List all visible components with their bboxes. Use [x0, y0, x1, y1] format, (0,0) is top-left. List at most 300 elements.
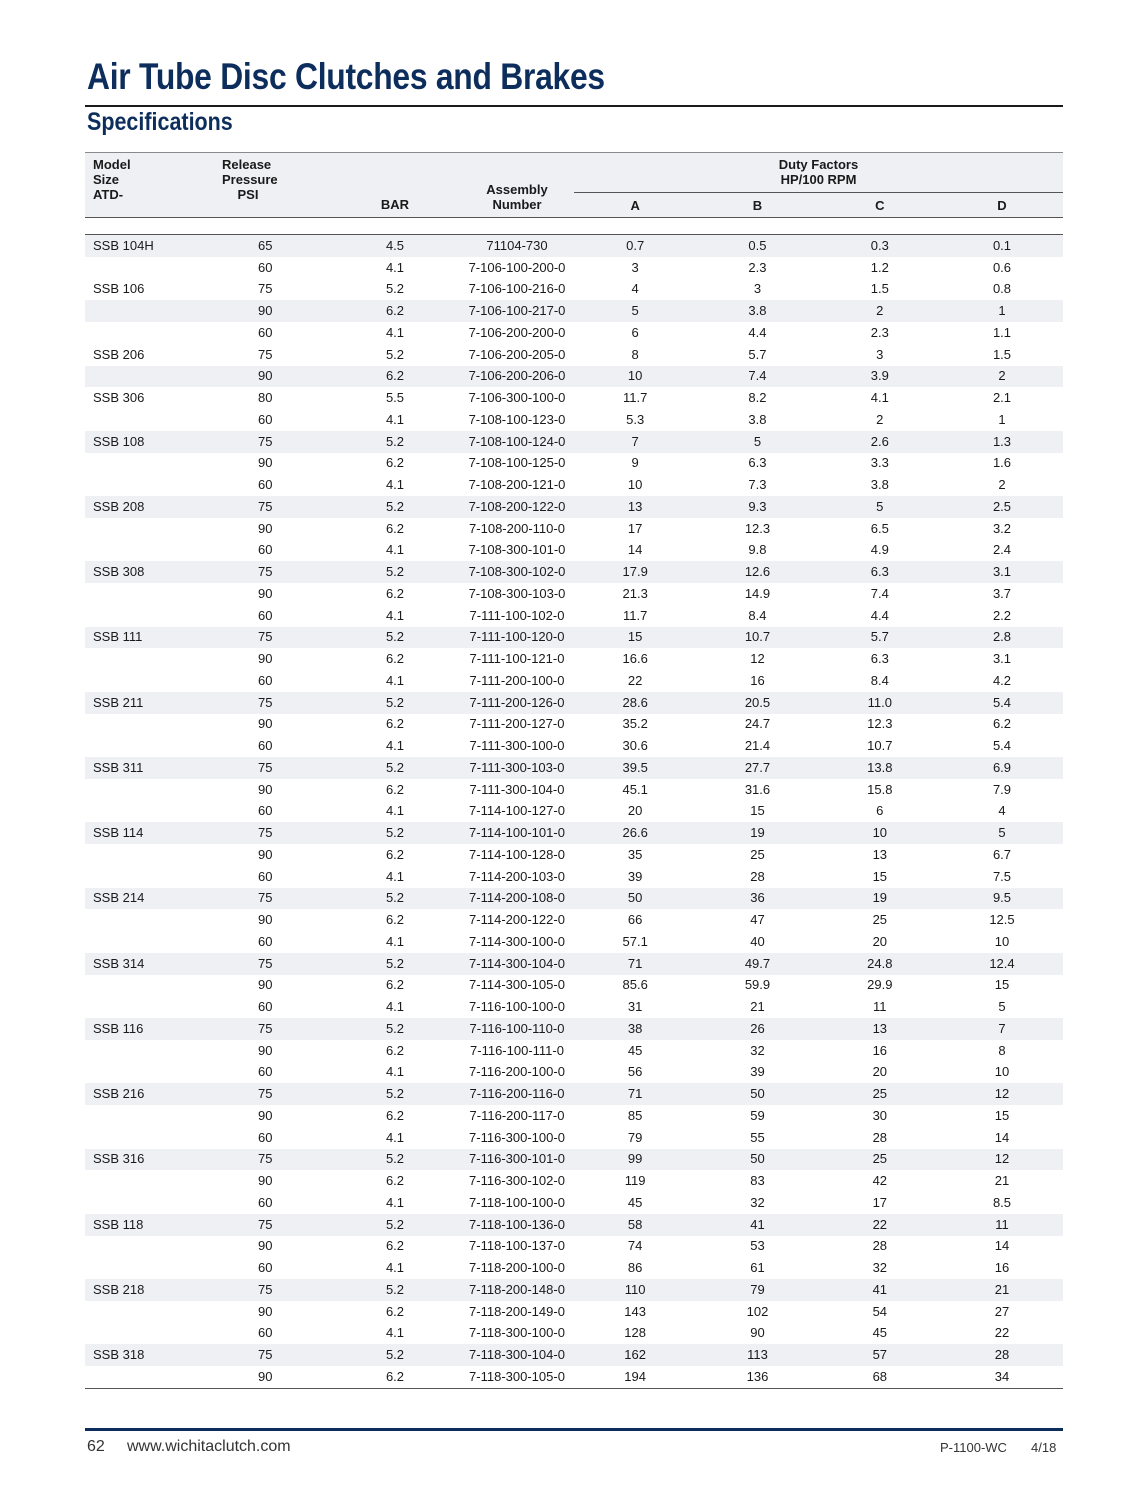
- assembly-number-cell: 7-116-100-100-0: [469, 999, 565, 1015]
- bar-cell: 6.2: [385, 520, 405, 536]
- model-cell: SSB 104H: [85, 235, 215, 257]
- assembly-number-cell: 7-118-300-104-0: [460, 1344, 574, 1366]
- assembly-number-cell: 7-116-300-101-0: [460, 1149, 574, 1171]
- duty-a-cell: 128: [624, 1325, 646, 1341]
- duty-b-cell: 53: [750, 1238, 765, 1254]
- duty-c-cell: 17: [872, 1194, 888, 1210]
- duty-c-cell: 42: [872, 1173, 888, 1189]
- model-cell: [85, 996, 215, 1018]
- model-cell: [85, 1192, 215, 1214]
- bar-cell: 4.1: [385, 933, 405, 949]
- model-cell: SSB 114: [85, 822, 215, 844]
- model-cell: SSB 106: [93, 281, 145, 297]
- table-row: [85, 996, 1063, 1018]
- duty-c-cell: 13: [872, 846, 888, 862]
- psi-cell: 90: [215, 366, 330, 388]
- bar-cell: 4.5: [330, 235, 460, 257]
- duty-a-cell: 10: [574, 366, 696, 388]
- assembly-number-cell: 7-114-200-108-0: [460, 888, 574, 910]
- assembly-number-cell: 7-116-100-110-0: [460, 1018, 574, 1040]
- table-row: [85, 909, 1063, 931]
- bar-cell: 6.2: [385, 1107, 405, 1123]
- table-row: [85, 1149, 1063, 1171]
- duty-d-cell: 1: [998, 411, 1006, 427]
- psi-cell: 90: [258, 520, 273, 536]
- model-cell: [85, 322, 215, 344]
- table-row: [85, 1062, 1063, 1084]
- psi-cell: 90: [258, 1173, 273, 1189]
- duty-b-cell: 90: [750, 1325, 765, 1341]
- assembly-number-cell: 7-114-100-101-0: [460, 822, 574, 844]
- model-cell: [85, 1105, 215, 1127]
- psi-cell: 75: [215, 561, 330, 583]
- duty-c-cell: 3.3: [870, 455, 889, 471]
- duty-c-cell: 1.2: [870, 259, 889, 275]
- table-row: [85, 692, 1063, 714]
- assembly-number-cell: 7-118-300-100-0: [469, 1325, 565, 1341]
- duty-a-cell: 11.7: [622, 607, 648, 623]
- table-row: [85, 866, 1063, 888]
- bar-cell: 5.2: [330, 888, 460, 910]
- duty-a-cell: 3: [631, 259, 639, 275]
- duty-d-cell: 9.5: [941, 888, 1063, 910]
- duty-d-cell: 1.6: [992, 455, 1012, 471]
- psi-cell: 60: [258, 477, 273, 493]
- duty-a-cell: 119: [624, 1173, 646, 1189]
- bar-cell: 5.2: [330, 953, 460, 975]
- table-row: [85, 1236, 1063, 1258]
- model-cell: [85, 540, 215, 562]
- duty-d-cell: 2.8: [941, 627, 1063, 649]
- psi-cell: 60: [258, 542, 273, 558]
- catalog-code: P-1100-WC: [940, 1440, 1007, 1455]
- table-row: [85, 1279, 1063, 1301]
- model-cell: [85, 605, 215, 627]
- psi-cell: 75: [215, 822, 330, 844]
- psi-cell: 90: [258, 1238, 273, 1254]
- duty-c-cell: 32: [872, 1260, 888, 1276]
- table-row: [85, 779, 1063, 801]
- psi-cell: 75: [215, 953, 330, 975]
- model-cell: [85, 648, 215, 670]
- duty-c-cell: 4.9: [870, 542, 889, 558]
- table-row: [85, 344, 1063, 366]
- table-row: [85, 1323, 1063, 1345]
- duty-b-cell: 9.8: [748, 542, 767, 558]
- model-cell: [85, 1257, 215, 1279]
- duty-a-cell: 21.3: [622, 585, 648, 601]
- table-row: [85, 583, 1063, 605]
- assembly-number-cell: 7-106-100-200-0: [468, 259, 566, 275]
- model-cell: [85, 1366, 215, 1388]
- assembly-number-cell: 7-118-100-100-0: [469, 1194, 565, 1210]
- duty-a-cell: 71: [574, 953, 696, 975]
- duty-a-cell: 45.1: [622, 781, 648, 797]
- psi-cell: 90: [258, 455, 273, 471]
- assembly-number-cell: 7-118-100-136-0: [460, 1214, 574, 1236]
- table-row: [85, 931, 1063, 953]
- psi-cell: 60: [258, 259, 273, 275]
- duty-b-cell: 32: [750, 1042, 765, 1058]
- bar-cell: 4.1: [385, 803, 405, 819]
- table-row: [85, 496, 1063, 518]
- duty-a-cell: 17: [627, 520, 643, 536]
- duty-c-cell: 15: [872, 868, 888, 884]
- duty-b-cell: 12: [750, 651, 765, 667]
- bar-cell: 4.1: [385, 672, 405, 688]
- duty-c-cell: 10.7: [867, 738, 893, 754]
- model-cell: [85, 735, 215, 757]
- duty-a-cell: 143: [624, 1303, 646, 1319]
- assembly-number-cell: 7-108-200-121-0: [468, 477, 566, 493]
- duty-a-cell: 16.6: [622, 651, 648, 667]
- bar-cell: 5.2: [330, 757, 460, 779]
- bar-cell: 4.1: [385, 259, 405, 275]
- psi-cell: 75: [258, 281, 273, 297]
- bar-cell: 5.2: [385, 346, 405, 362]
- duty-c-cell: 30: [872, 1107, 888, 1123]
- table-row: [85, 1344, 1063, 1366]
- duty-c-cell: 25: [819, 1083, 941, 1105]
- table-row: [85, 1083, 1063, 1105]
- duty-a-cell: 71: [574, 1083, 696, 1105]
- model-cell: [85, 300, 215, 322]
- model-cell: SSB 308: [85, 561, 215, 583]
- duty-c-cell: 2.3: [870, 324, 889, 340]
- duty-b-cell: 61: [750, 1260, 765, 1276]
- duty-b-cell: 6.3: [748, 455, 767, 471]
- psi-cell: 75: [215, 757, 330, 779]
- duty-d-cell: 5.4: [992, 738, 1012, 754]
- duty-b-cell: 113: [696, 1344, 818, 1366]
- duty-b-cell: 3: [753, 281, 762, 297]
- duty-b-cell: 9.3: [696, 496, 818, 518]
- duty-d-cell: 2.2: [992, 607, 1012, 623]
- bar-cell: 5.2: [385, 281, 405, 297]
- psi-cell: 90: [258, 651, 273, 667]
- duty-a-cell: 31: [627, 999, 643, 1015]
- assembly-number-cell: 7-118-200-149-0: [469, 1303, 565, 1319]
- duty-c-cell: 12.3: [867, 716, 893, 732]
- duty-c-cell: 3: [876, 346, 884, 362]
- bar-cell: 5.2: [330, 1214, 460, 1236]
- table-row: [85, 235, 1063, 257]
- assembly-number-cell: 7-111-200-126-0: [460, 692, 574, 714]
- table-row: [85, 561, 1063, 583]
- page-title: Air Tube Disc Clutches and Brakes: [87, 56, 605, 97]
- footer-divider: [85, 1428, 1063, 1431]
- duty-d-cell: 12.4: [941, 953, 1063, 975]
- duty-c-cell: 3.8: [870, 477, 889, 493]
- model-cell: [85, 931, 215, 953]
- table-row: [85, 409, 1063, 431]
- bar-cell: 5.2: [330, 1149, 460, 1171]
- table-body: [85, 218, 1063, 1389]
- duty-b-cell: 5.7: [748, 346, 767, 362]
- assembly-number-cell: 7-106-200-206-0: [460, 366, 574, 388]
- duty-a-cell: 0.7: [574, 235, 696, 257]
- model-cell: SSB 118: [85, 1214, 215, 1236]
- duty-b-cell: 2.3: [748, 259, 767, 275]
- assembly-number-cell: 7-116-200-116-0: [460, 1083, 574, 1105]
- duty-b-cell: 4.4: [748, 324, 767, 340]
- table-row: [85, 670, 1063, 692]
- psi-cell: 90: [258, 846, 273, 862]
- duty-b-cell: 15: [750, 803, 765, 819]
- bar-cell: 6.2: [330, 300, 460, 322]
- header-spacer: [85, 218, 1063, 235]
- model-cell: SSB 306: [93, 390, 145, 406]
- duty-d-cell: 1: [941, 300, 1063, 322]
- bar-cell: 4.1: [385, 1194, 405, 1210]
- model-cell: [85, 1236, 215, 1258]
- duty-d-cell: 1.1: [992, 324, 1012, 340]
- table-row: [85, 757, 1063, 779]
- duty-c-cell: 22: [819, 1214, 941, 1236]
- assembly-number-cell: 7-116-300-102-0: [469, 1173, 565, 1189]
- duty-d-cell: 14: [994, 1129, 1010, 1145]
- duty-a-cell: 7: [574, 431, 696, 453]
- psi-cell: 60: [258, 607, 273, 623]
- duty-d-cell: 12.5: [989, 912, 1015, 928]
- duty-d-cell: 21: [994, 1173, 1010, 1189]
- assembly-number-cell: 7-111-300-104-0: [469, 781, 565, 797]
- bar-cell: 6.2: [385, 1303, 405, 1319]
- duty-c-cell: 6: [876, 803, 884, 819]
- duty-b-cell: 24.7: [744, 716, 771, 732]
- assembly-number-cell: 7-111-300-103-0: [460, 757, 574, 779]
- duty-d-cell: 10: [994, 933, 1010, 949]
- bar-cell: 6.2: [330, 366, 460, 388]
- duty-c-cell: 2: [819, 300, 941, 322]
- model-cell: [85, 866, 215, 888]
- duty-d-cell: 3.7: [992, 585, 1012, 601]
- model-cell: [85, 1170, 215, 1192]
- psi-cell: 60: [258, 1194, 273, 1210]
- duty-c-cell: 28: [872, 1129, 888, 1145]
- psi-cell: 60: [258, 324, 273, 340]
- revision-date: 4/18: [1031, 1440, 1057, 1455]
- duty-a-cell: 86: [627, 1260, 643, 1276]
- duty-b-cell: 40: [750, 933, 765, 949]
- psi-cell: 65: [215, 235, 330, 257]
- assembly-number-cell: 7-106-200-200-0: [468, 324, 566, 340]
- duty-b-cell: 59: [750, 1107, 765, 1123]
- duty-c-cell: 68: [819, 1366, 941, 1388]
- bar-cell: 6.2: [385, 1173, 405, 1189]
- header-assembly-number: Assembly Number: [460, 153, 574, 218]
- table-row: [85, 279, 1063, 301]
- duty-c-cell: 24.8: [819, 953, 941, 975]
- duty-a-cell: 6: [631, 324, 639, 340]
- duty-b-cell: 59.9: [744, 977, 771, 993]
- bar-cell: 6.2: [385, 585, 405, 601]
- table-row: [85, 1170, 1063, 1192]
- model-cell: [85, 1062, 215, 1084]
- duty-b-cell: 12.6: [696, 561, 818, 583]
- bar-cell: 4.1: [385, 738, 405, 754]
- model-cell: [85, 844, 215, 866]
- model-cell: [85, 714, 215, 736]
- psi-cell: 75: [215, 431, 330, 453]
- bar-cell: 4.1: [385, 868, 405, 884]
- model-cell: SSB 318: [85, 1344, 215, 1366]
- duty-d-cell: 14: [994, 1238, 1010, 1254]
- duty-a-cell: 58: [574, 1214, 696, 1236]
- psi-cell: 90: [258, 1303, 273, 1319]
- duty-c-cell: 13: [819, 1018, 941, 1040]
- duty-d-cell: 3.2: [992, 520, 1012, 536]
- duty-d-cell: 4: [998, 803, 1006, 819]
- duty-b-cell: 5: [696, 431, 818, 453]
- bar-cell: 6.2: [385, 846, 405, 862]
- assembly-number-cell: 7-114-200-122-0: [469, 912, 565, 928]
- duty-c-cell: 15.8: [867, 781, 893, 797]
- duty-b-cell: 31.6: [744, 781, 771, 797]
- table-row: [85, 257, 1063, 279]
- duty-d-cell: 27: [994, 1303, 1010, 1319]
- title-divider: [85, 105, 1063, 107]
- duty-b-cell: 32: [750, 1194, 765, 1210]
- duty-c-cell: 1.5: [870, 281, 889, 297]
- duty-b-cell: 79: [696, 1279, 818, 1301]
- duty-a-cell: 57.1: [622, 933, 648, 949]
- table-row: [85, 1257, 1063, 1279]
- model-cell: [85, 909, 215, 931]
- model-cell: SSB 208: [85, 496, 215, 518]
- table-row: [85, 387, 1063, 409]
- bar-cell: 4.1: [385, 1129, 405, 1145]
- assembly-number-cell: 7-114-200-103-0: [469, 868, 565, 884]
- table-row: [85, 648, 1063, 670]
- page-number: 62: [87, 1438, 105, 1455]
- psi-cell: 75: [215, 496, 330, 518]
- duty-c-cell: 11: [873, 999, 887, 1015]
- psi-cell: 60: [258, 1260, 273, 1276]
- table-row: [85, 1192, 1063, 1214]
- duty-d-cell: 7: [941, 1018, 1063, 1040]
- psi-cell: 90: [258, 781, 273, 797]
- duty-b-cell: 102: [746, 1303, 769, 1319]
- assembly-number-cell: 7-116-300-100-0: [469, 1129, 565, 1145]
- table-row: [85, 322, 1063, 344]
- header-duty-b: B: [696, 193, 818, 218]
- table-row: [85, 1366, 1063, 1388]
- model-cell: SSB 214: [85, 888, 215, 910]
- specifications-table: [85, 152, 1063, 1389]
- psi-cell: 60: [258, 411, 273, 427]
- duty-c-cell: 25: [819, 1149, 941, 1171]
- model-cell: SSB 111: [85, 627, 215, 649]
- duty-a-cell: 110: [574, 1279, 696, 1301]
- duty-d-cell: 1.5: [992, 346, 1012, 362]
- duty-d-cell: 6.9: [941, 757, 1063, 779]
- assembly-number-cell: 7-111-100-121-0: [469, 651, 565, 667]
- table-row: [85, 431, 1063, 453]
- duty-b-cell: 47: [750, 912, 765, 928]
- duty-a-cell: 79: [627, 1129, 643, 1145]
- psi-cell: 75: [215, 888, 330, 910]
- psi-cell: 60: [258, 933, 273, 949]
- duty-b-cell: 50: [696, 1083, 818, 1105]
- duty-d-cell: 8.5: [992, 1194, 1012, 1210]
- duty-d-cell: 2: [998, 477, 1006, 493]
- assembly-number-cell: 7-114-300-105-0: [469, 977, 565, 993]
- header-duty-a: A: [574, 193, 696, 218]
- assembly-number-cell: 7-108-100-123-0: [468, 411, 566, 427]
- duty-b-cell: 12.3: [744, 520, 771, 536]
- duty-b-cell: 50: [696, 1149, 818, 1171]
- model-cell: SSB 316: [85, 1149, 215, 1171]
- model-cell: SSB 311: [85, 757, 215, 779]
- bar-cell: 5.2: [330, 1083, 460, 1105]
- duty-a-cell: 8: [631, 346, 639, 362]
- bar-cell: 4.1: [385, 999, 405, 1015]
- assembly-number-cell: 7-106-200-205-0: [468, 346, 566, 362]
- duty-d-cell: 8: [998, 1042, 1006, 1058]
- duty-c-cell: 8.4: [870, 672, 889, 688]
- duty-c-cell: 6.3: [870, 651, 889, 667]
- model-cell: SSB 216: [85, 1083, 215, 1105]
- duty-c-cell: 2.6: [819, 431, 941, 453]
- assembly-number-cell: 7-118-300-105-0: [460, 1366, 574, 1388]
- duty-b-cell: 28: [750, 868, 765, 884]
- psi-cell: 90: [258, 1042, 273, 1058]
- assembly-number-cell: 7-108-100-125-0: [468, 455, 566, 471]
- duty-d-cell: 28: [941, 1344, 1063, 1366]
- duty-c-cell: 4.4: [870, 607, 889, 623]
- duty-b-cell: 21.4: [744, 738, 771, 754]
- duty-a-cell: 194: [574, 1366, 696, 1388]
- assembly-number-cell: 7-118-200-100-0: [469, 1260, 565, 1276]
- duty-d-cell: 34: [941, 1366, 1063, 1388]
- duty-a-cell: 74: [627, 1238, 643, 1254]
- assembly-number-cell: 7-114-300-100-0: [469, 933, 565, 949]
- assembly-number-cell: 7-111-100-120-0: [460, 627, 574, 649]
- duty-b-cell: 3.8: [696, 300, 818, 322]
- duty-c-cell: 29.9: [867, 977, 893, 993]
- duty-a-cell: 56: [627, 1064, 643, 1080]
- assembly-number-cell: 7-118-200-148-0: [460, 1279, 574, 1301]
- duty-a-cell: 26.6: [574, 822, 696, 844]
- assembly-number-cell: 7-116-200-100-0: [469, 1064, 565, 1080]
- duty-a-cell: 4: [631, 281, 639, 297]
- duty-d-cell: 5: [998, 999, 1006, 1015]
- table-row: [85, 366, 1063, 388]
- psi-cell: 80: [258, 390, 273, 406]
- duty-b-cell: 41: [696, 1214, 818, 1236]
- bar-cell: 5.2: [330, 561, 460, 583]
- model-cell: SSB 314: [85, 953, 215, 975]
- bar-cell: 4.1: [385, 542, 405, 558]
- model-cell: [85, 670, 215, 692]
- psi-cell: 60: [258, 803, 273, 819]
- section-title: Specifications: [87, 108, 233, 136]
- duty-c-cell: 5: [819, 496, 941, 518]
- duty-b-cell: 27.7: [696, 757, 818, 779]
- assembly-number-cell: 71104-730: [460, 235, 574, 257]
- duty-b-cell: 7.4: [696, 366, 818, 388]
- psi-cell: 75: [215, 1018, 330, 1040]
- psi-cell: 75: [215, 1344, 330, 1366]
- assembly-number-cell: 7-114-100-128-0: [469, 846, 565, 862]
- duty-b-cell: 8.2: [748, 390, 767, 406]
- model-cell: [85, 366, 215, 388]
- duty-a-cell: 20: [627, 803, 643, 819]
- psi-cell: 90: [258, 1107, 273, 1123]
- psi-cell: 75: [215, 1149, 330, 1171]
- assembly-number-cell: 7-108-200-110-0: [469, 520, 565, 536]
